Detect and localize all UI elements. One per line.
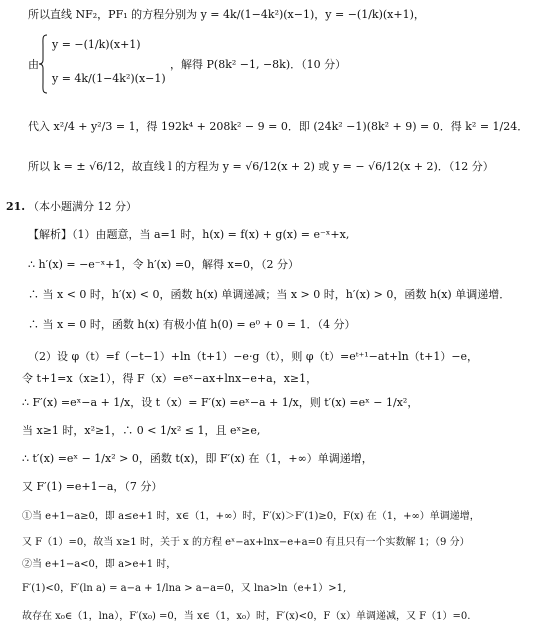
line-4: 所以 k = ± √6/12，故直线 l 的方程为 y = √6/12(x + 2) 或 y = − √6/12(x + 2)．（12 分） [28, 160, 494, 173]
line-19: F′(1)<0，F′(ln a) = a−a + 1/lna > a−a=0，又 lna>ln（e+1）>1, [22, 583, 347, 594]
line-20: 故存在 x₀∈（1，lna），F′(x₀) =0，当 x∈（1，x₀）时，F′(x)<0，F（x）单调递减，又 F（1）=0. [22, 611, 471, 622]
line-11: 令 t+1=x（x≥1），得 F（x）=eˣ−ax+lnx−e+a，x≥1， [22, 372, 318, 385]
problem-header: （本小题满分 12 分） [28, 200, 137, 213]
problem-number: 21. [6, 200, 26, 213]
line-2-prefix: 由 [28, 58, 39, 71]
line-16: ①当 e+1−a≥0，即 a≤e+1 时，x∈（1，+∞）时，F′(x)＞F′(1)≥0，F(x) 在（1，+∞）单调递增， [22, 511, 480, 522]
line-9: ∴ 当 x = 0 时，函数 h(x) 有极小值 h(0) = e⁰ + 0 = 1．（4 分） [28, 318, 356, 331]
line-15: 又 F′(1) =e+1−a，（7 分） [22, 480, 163, 493]
line-18: ②当 e+1−a<0，即 a>e+1 时， [22, 559, 177, 570]
line-8: ∴ 当 x < 0 时，h′(x) < 0，函数 h(x) 单调递减；当 x > 0 时，h′(x) > 0，函数 h(x) 单调递增． [28, 288, 511, 301]
line-10: （2）设 φ（t）=f（−t−1）+ln（t+1）−e·g（t），则 φ（t）=eᵗ⁺¹−at+ln（t+1）−e， [28, 350, 479, 363]
line-1-text: 所以直线 NF₂，PF₁ 的方程分别为 y = 4k/(1−4k²)(x−1)，y = −(1/k)(x+1)， [28, 8, 425, 21]
line-12: ∴ F′(x) =eˣ−a + 1/x，设 t（x）= F′(x) =eˣ−a + 1/x，则 t′(x) =eˣ − 1/x²， [22, 396, 419, 409]
line-7: ∴ h′(x) = −e⁻ˣ+1，令 h′(x) =0，解得 x=0，（2 分） [28, 258, 299, 271]
line-17: 又 F（1）=0，故当 x≥1 时，关于 x 的方程 eˣ−ax+lnx−e+a=0 有且只有一个实数解 1；（9 分） [22, 537, 470, 548]
line-6: 【解析】（1）由题意，当 a=1 时，h(x) = f(x) + g(x) = e⁻ˣ+x, [28, 228, 350, 241]
system-eq-2: y = 4k/(1−4k²)(x−1) [52, 72, 166, 85]
system-brace [38, 34, 48, 94]
line-14: ∴ t′(x) =eˣ − 1/x² > 0，函数 t(x)，即 F′(x) 在（1，+∞）单调递增， [22, 452, 373, 465]
line-13: 当 x≥1 时，x²≥1，∴ 0 < 1/x² ≤ 1，且 eˣ≥e, [22, 424, 261, 437]
line-3: 代入 x²/4 + y²/3 = 1，得 192k⁴ + 208k² − 9 = 0．即 (24k² −1)(8k² + 9) = 0．得 k² = 1/24． [28, 120, 529, 133]
system-eq-1: y = −(1/k)(x+1) [52, 38, 141, 51]
line-1 [28, 8, 425, 22]
system-result: ，解得 P(8k² −1, −8k)．（10 分） [170, 58, 347, 71]
